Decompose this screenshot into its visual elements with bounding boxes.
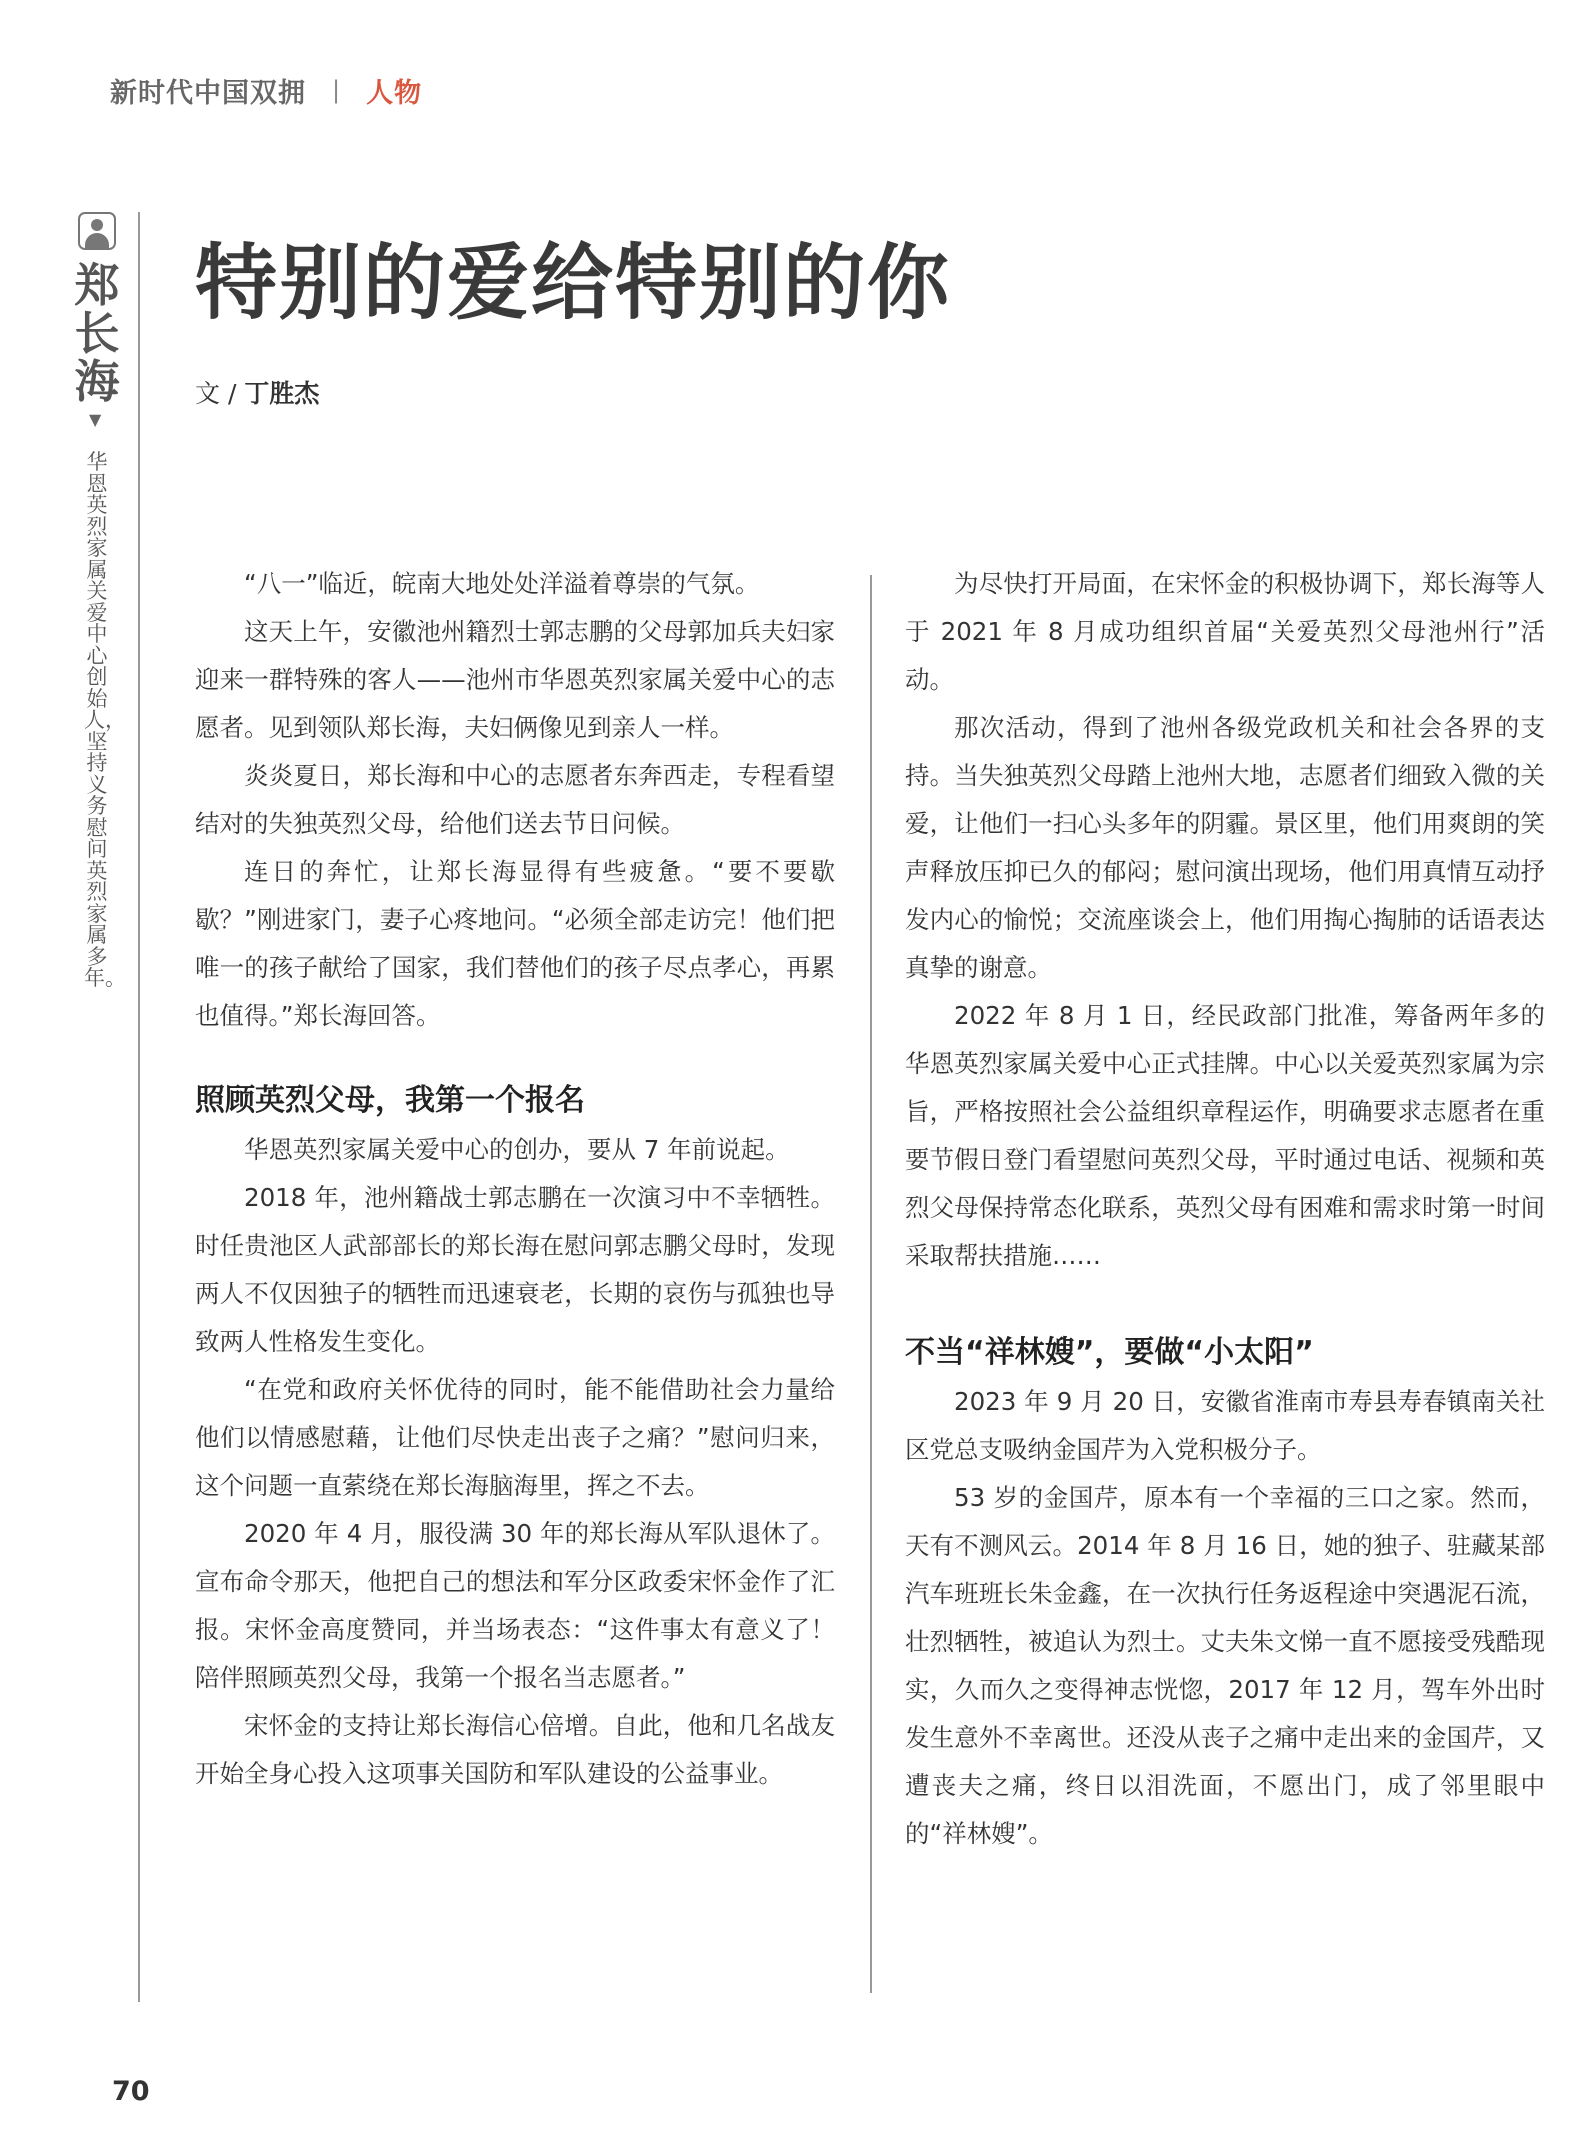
article-title: 特别的爱给特别的你: [195, 235, 952, 331]
paragraph: 那次活动，得到了池州各级党政机关和社会各界的支持。当失独英烈父母踏上池州大地，志愿者们细致入微的关爱，让他们一扫心头多年的阴霾。景区里，他们用爽朗的笑声释放压抑已久的郁闷；慰问演出现场，他们用真情互动抒发内心的愉悦；交流座谈会上，他们用掏心掏肺的话语表达真挚的谢意。: [905, 713, 1545, 982]
running-header: [110, 70, 422, 110]
profile-name: 郑长海: [74, 259, 120, 408]
paragraph: 炎炎夏日，郑长海和中心的志愿者东奔西走，专程看望结对的失独英烈父母，给他们送去节日问候。: [195, 761, 835, 838]
paragraph: 2018 年，池州籍战士郭志鹏在一次演习中不幸牺牲。时任贵池区人武部部长的郑长海在慰问郭志鹏父母时，发现两人不仅因独子的牺牲而迅速衰老，长期的哀伤与孤独也导致两人性格发生变化。: [195, 1183, 835, 1356]
paragraph: “八一”临近，皖南大地处处洋溢着尊崇的气氛。: [244, 569, 760, 598]
paragraph: 宋怀金的支持让郑长海信心倍增。自此，他和几名战友开始全身心投入这项事关国防和军队建设的公益事业。: [195, 1711, 835, 1788]
profile-description: 华恩英烈家属关爱中心创始人，坚持义务慰问英烈家属多年。: [84, 450, 126, 990]
author-name: 丁胜杰: [244, 379, 320, 408]
section-heading: 不当“祥林嫂”，要做“小太阳”: [905, 1335, 1314, 1370]
magazine-name: 新时代中国双拥: [110, 77, 306, 109]
column-divider: [870, 575, 872, 1993]
paragraph: 华恩英烈家属关爱中心的创办，要从 7 年前说起。: [244, 1135, 790, 1164]
byline-prefix: 文 /: [195, 379, 245, 408]
paragraph: 连日的奔忙，让郑长海显得有些疲惫。“要不要歇歇？”刚进家门，妻子心疼地问。“必须全部走访完！他们把唯一的孩子献给了国家，我们替他们的孩子尽点孝心，再累也值得。”郑长海回答。: [195, 857, 835, 1030]
paragraph: 53 岁的金国芹，原本有一个幸福的三口之家。然而，天有不测风云。2014 年 8 月 16 日，她的独子、驻藏某部汽车班班长朱金鑫，在一次执行任务返程途中突遇泥石流，壮烈牺牲，被追认为烈士。丈夫朱文悌一直不愿接受残酷现实，久而久之变得神志恍惚，2017 年 12 月，驾车外出时发生意外不幸离世。还没从丧子之痛中走出来的金国芹，又遭丧夫之痛，终日以泪洗面，不愿出门，成了邻里眼中的“祥林嫂”。: [905, 1483, 1545, 1848]
header-separator: |: [332, 76, 341, 104]
byline: [195, 374, 319, 410]
paragraph: 为尽快打开局面，在宋怀金的积极协调下，郑长海等人于 2021 年 8 月成功组织首届“关爱英烈父母池州行”活动。: [905, 569, 1545, 694]
paragraph: 2022 年 8 月 1 日，经民政部门批准，筹备两年多的华恩英烈家属关爱中心正式挂牌。中心以关爱英烈家属为宗旨，严格按照社会公益组织章程运作，明确要求志愿者在重要节假日登门看望慰问英烈父母，平时通过电话、视频和英烈父母保持常态化联系，英烈父母有困难和需求时第一时间采取帮扶措施……: [905, 1001, 1545, 1270]
section-heading: 照顾英烈父母，我第一个报名: [195, 1083, 585, 1118]
sidebar-divider: [138, 212, 140, 2002]
paragraph: “在党和政府关怀优待的同时，能不能借助社会力量给他们以情感慰藉，让他们尽快走出丧子之痛？”慰问归来，这个问题一直萦绕在郑长海脑海里，挥之不去。: [195, 1375, 835, 1500]
paragraph: 2020 年 4 月，服役满 30 年的郑长海从军队退休了。宣布命令那天，他把自己的想法和军分区政委宋怀金作了汇报。宋怀金高度赞同，并当场表态：“这件事太有意义了！陪伴照顾英烈父母，我第一个报名当志愿者。”: [195, 1519, 835, 1692]
section-label: 人物: [366, 77, 423, 109]
triangle-down-icon: ▼: [89, 410, 102, 429]
article-column-left: [195, 560, 835, 1798]
page-number: 70: [112, 2076, 150, 2107]
person-icon: [78, 212, 116, 250]
article-column-right: [905, 560, 1545, 1858]
paragraph: 2023 年 9 月 20 日，安徽省淮南市寿县寿春镇南关社区党总支吸纳金国芹为入党积极分子。: [905, 1387, 1545, 1464]
paragraph: 这天上午，安徽池州籍烈士郭志鹏的父母郭加兵夫妇家迎来一群特殊的客人——池州市华恩英烈家属关爱中心的志愿者。见到领队郑长海，夫妇俩像见到亲人一样。: [195, 617, 835, 742]
